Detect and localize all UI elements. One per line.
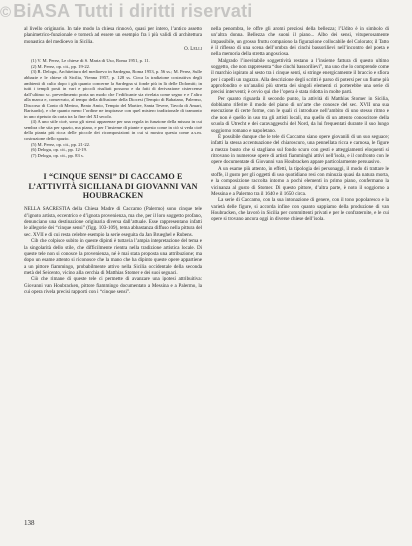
paragraph-with-dropcap: NELLA SACRESTIA della Chiesa Madre di Caccamo (Palermo) sono cinque tele d’ignoto artista, eccentrico e d’ignota provenienza, ma che, per il loro soggetto profano, denunciano una destinazione originaria diversa dall’attuale. Esse rappresentano infatti le allegorie dei “cinque sensi” (figg. 103-109), tema abbastanza diffuso nella pittura del sec. XVII e di cui resta celebre esempio la serie eseguita da Jan Brueghel e Rubens. [24,206,202,238]
footnote: (5) M. Perez, op. cit., pp. 21-22. [31,141,91,147]
copyright-icon: © [0,4,12,21]
paragraph: al livello originario. In tale modo la chiesa rinnovò, quasi per intero, l’antico assetto planimetrico-funzionale e tornerà ad essere un esempio fra i più validi di architettura monastica del medioevo in Sicilia. [24,26,202,45]
page-number: 138 [24,519,35,527]
paragraph: Per quanto riguarda il secondo punto, la attività di Matthias Stomer in Sicilia, dobbiamo riferire il modo del piano di un’arte che conosce del sec. XVII una sua esecuzione di certe forme, con le quali ci introduce nell’ambito di uno stesso ritmo e che non è quello in uso tra gli artisti locali, ma quello di un attento conoscitore della scuola di Utrecht e dei caravaggeschi del Nord, da lui frequentati durante il suo lungo soggiorno romano e napoletano. [211,95,389,134]
paragraph: Ciò che rimane di queste tele ci permette di avanzare una ipotesi attribuitiva: Giovanni van Houbracken, pittore fiammingo documentato a Messina e a Palermo, la cui opera rivela precisi rapporti con i “cinque sensi”. [24,276,202,295]
paragraph: La serie di Caccamo, con la sua intonazione di genere, con il tono popolaresco e la varietà delle figure, si accorda infine con quanto sappiamo della produzione di van Houbracken, che lavorò in Sicilia per committenti privati e per le confraternite, e le cui opere si trovano ancora oggi in diverse chiese dell’isola. [211,197,389,223]
watermark [0,0,412,22]
footnote: (7) Delogu, op. cit., pp. 83 s. [31,152,84,158]
article-heading: I “CINQUE SENSI” DI CACCAMO E L’ATTIVITÀ SICILIANA DI GIOVANNI VAN HOUBRACKEN [28,172,198,201]
paragraph: A un esame più attento, in effetti, la tipologia dei personaggi, il modo di trattare le stoffe, il gusto per gli oggetti di uso quotidiano resi con minuzia quasi da natura morta, e la composizione raccolta intorno a pochi elementi in primo piano, confermano la vicinanza al gusto di Stomer. Di questo pittore, d’altra parte, è noto il soggiorno a Messina e a Palermo tra il 1640 e il 1650 circa. [211,165,389,197]
footnote: (4) A uno stile cioè, sono gli stessi apparenze per una regola in funzione della misura in cui sembra che stia per spazio, ma piano, e per l’insieme di piante e questo come in ciò si veda cioè della pianta più ricca delle piccole dei ricomposizioni in cui si mostra questa come a.s.m. costruzione dello spazio. [24,119,202,142]
author-signature: O. Lelli [184,46,202,53]
paragraph: nella penombra, le offre gli aromi preziosi della bellezza; l’Udito è in simbolo di un’altra donna. Bellezza che suoni il piano... Albo dei sensi, vituperosamente impassibile, un grosso fruttu compaiono la figurazione collocabile del Colorato; il Tatto è il riflesso di una scena dell’ombra dei cinchi bassorilievi nell’incontro del poeta e nella memoria della stretta angosciosa. [211,26,389,58]
footnote: (2) M. Perez, op. cit., pp. 19-22. [31,63,91,69]
footnote: (6) Delogu, op. cit., pp. 12-19. [31,147,88,153]
footnote: (1) V. M. Perez, Le chiese di S. Maria di Uso, Roma 1951, p. 11. [31,58,150,64]
paragraph: Malgrado l’inevitabile soggettività restano a l’insieme fattura di questo ultimo soggetto, che non rappresenta “due cinchi bassorilievi”, ma uno che lo comprende come il marchio ispirato al sesto tra i cinque senti, si stringe energicamente il braccio e sfiora per i capelli un ragazzo. Alla descrizione degli scritti è parso di potersi per un fiume più approfondito e un’analisi più stretta dei singoli elementi ci porterebbe una serie di precisi interventi; è ovvio qui che l’opera è stata ridotta in molte parti. [211,57,389,96]
watermark-text: BiASA Tutti i diritti riservati [13,1,253,21]
paragraph: È possibile dunque che le tele di Caccamo siano opere giovanili di un suo seguace; infatti la stessa accentuazione del chiaroscuro, una pennellata ricca e carnosa, le figure a mezzo busto che si stagliano sul fondo scuro con gesti e atteggiamenti eloquenti si ritrovano in numerose opere di artisti fiamminghi attivi nell’isola, e il confronto con le opere documentate di Giovanni van Houbracken appare particolarmente persuasivo. [211,133,389,166]
footnotes [24,58,202,158]
right-column [211,26,389,223]
left-column [24,26,202,295]
paragraph: Cib che colpisce subito in queste dipinti è tuttavia l’ampia intepretazione del tema e la singolarità dello stile, che difficilmente rientra nella tradizione artistica locale. Di queste tele non si conosce la provenienza, né è mai stata proposta una attribuzione; ma dopo un esame attento si riconosce che la mano che ha dipinto queste opere appartiene a un pittore fiammingo, probabilmente attivo nella Sicilia occidentale della seconda metà del Seicento, vicino alla cerchia di Matthias Stomer e dei suoi seguaci. [24,238,202,276]
footnote: (3) R. Delogu, Architettura del medioevo in Sardegna, Roma 1953, p. 56 ss.; M. Perez, Sulle abbazie e le chiese di Sicilia, Vienna 1957, p. 128 ss. Circa la tradizione costruttiva degli ambienti di culto dopo i già quanto concerne la Sardegna si fonde più in là delle Dolomiti; in tutti i templi posti in vari e piccoli risultati possono e da fatti di derivazione cistercense dall’ultimo sc. prevedimento porta un modo che l’edificante sia rivelata come segno e e l’altro alla marca e, conservato, al tempo della diffusione della Diocesi (Tempio di Babaiano, Palermo, Discorso di Conto di Merino, Beato Amio, Tempio del Martire, Santa Tevere, Tavola di Amari, Barisardo), e che quanto meno l’ordine ne inspirasse con quel mistero tradizionale di tramonto in uno ripetuto da carta tra la fine del XI secolo. [24,69,202,119]
